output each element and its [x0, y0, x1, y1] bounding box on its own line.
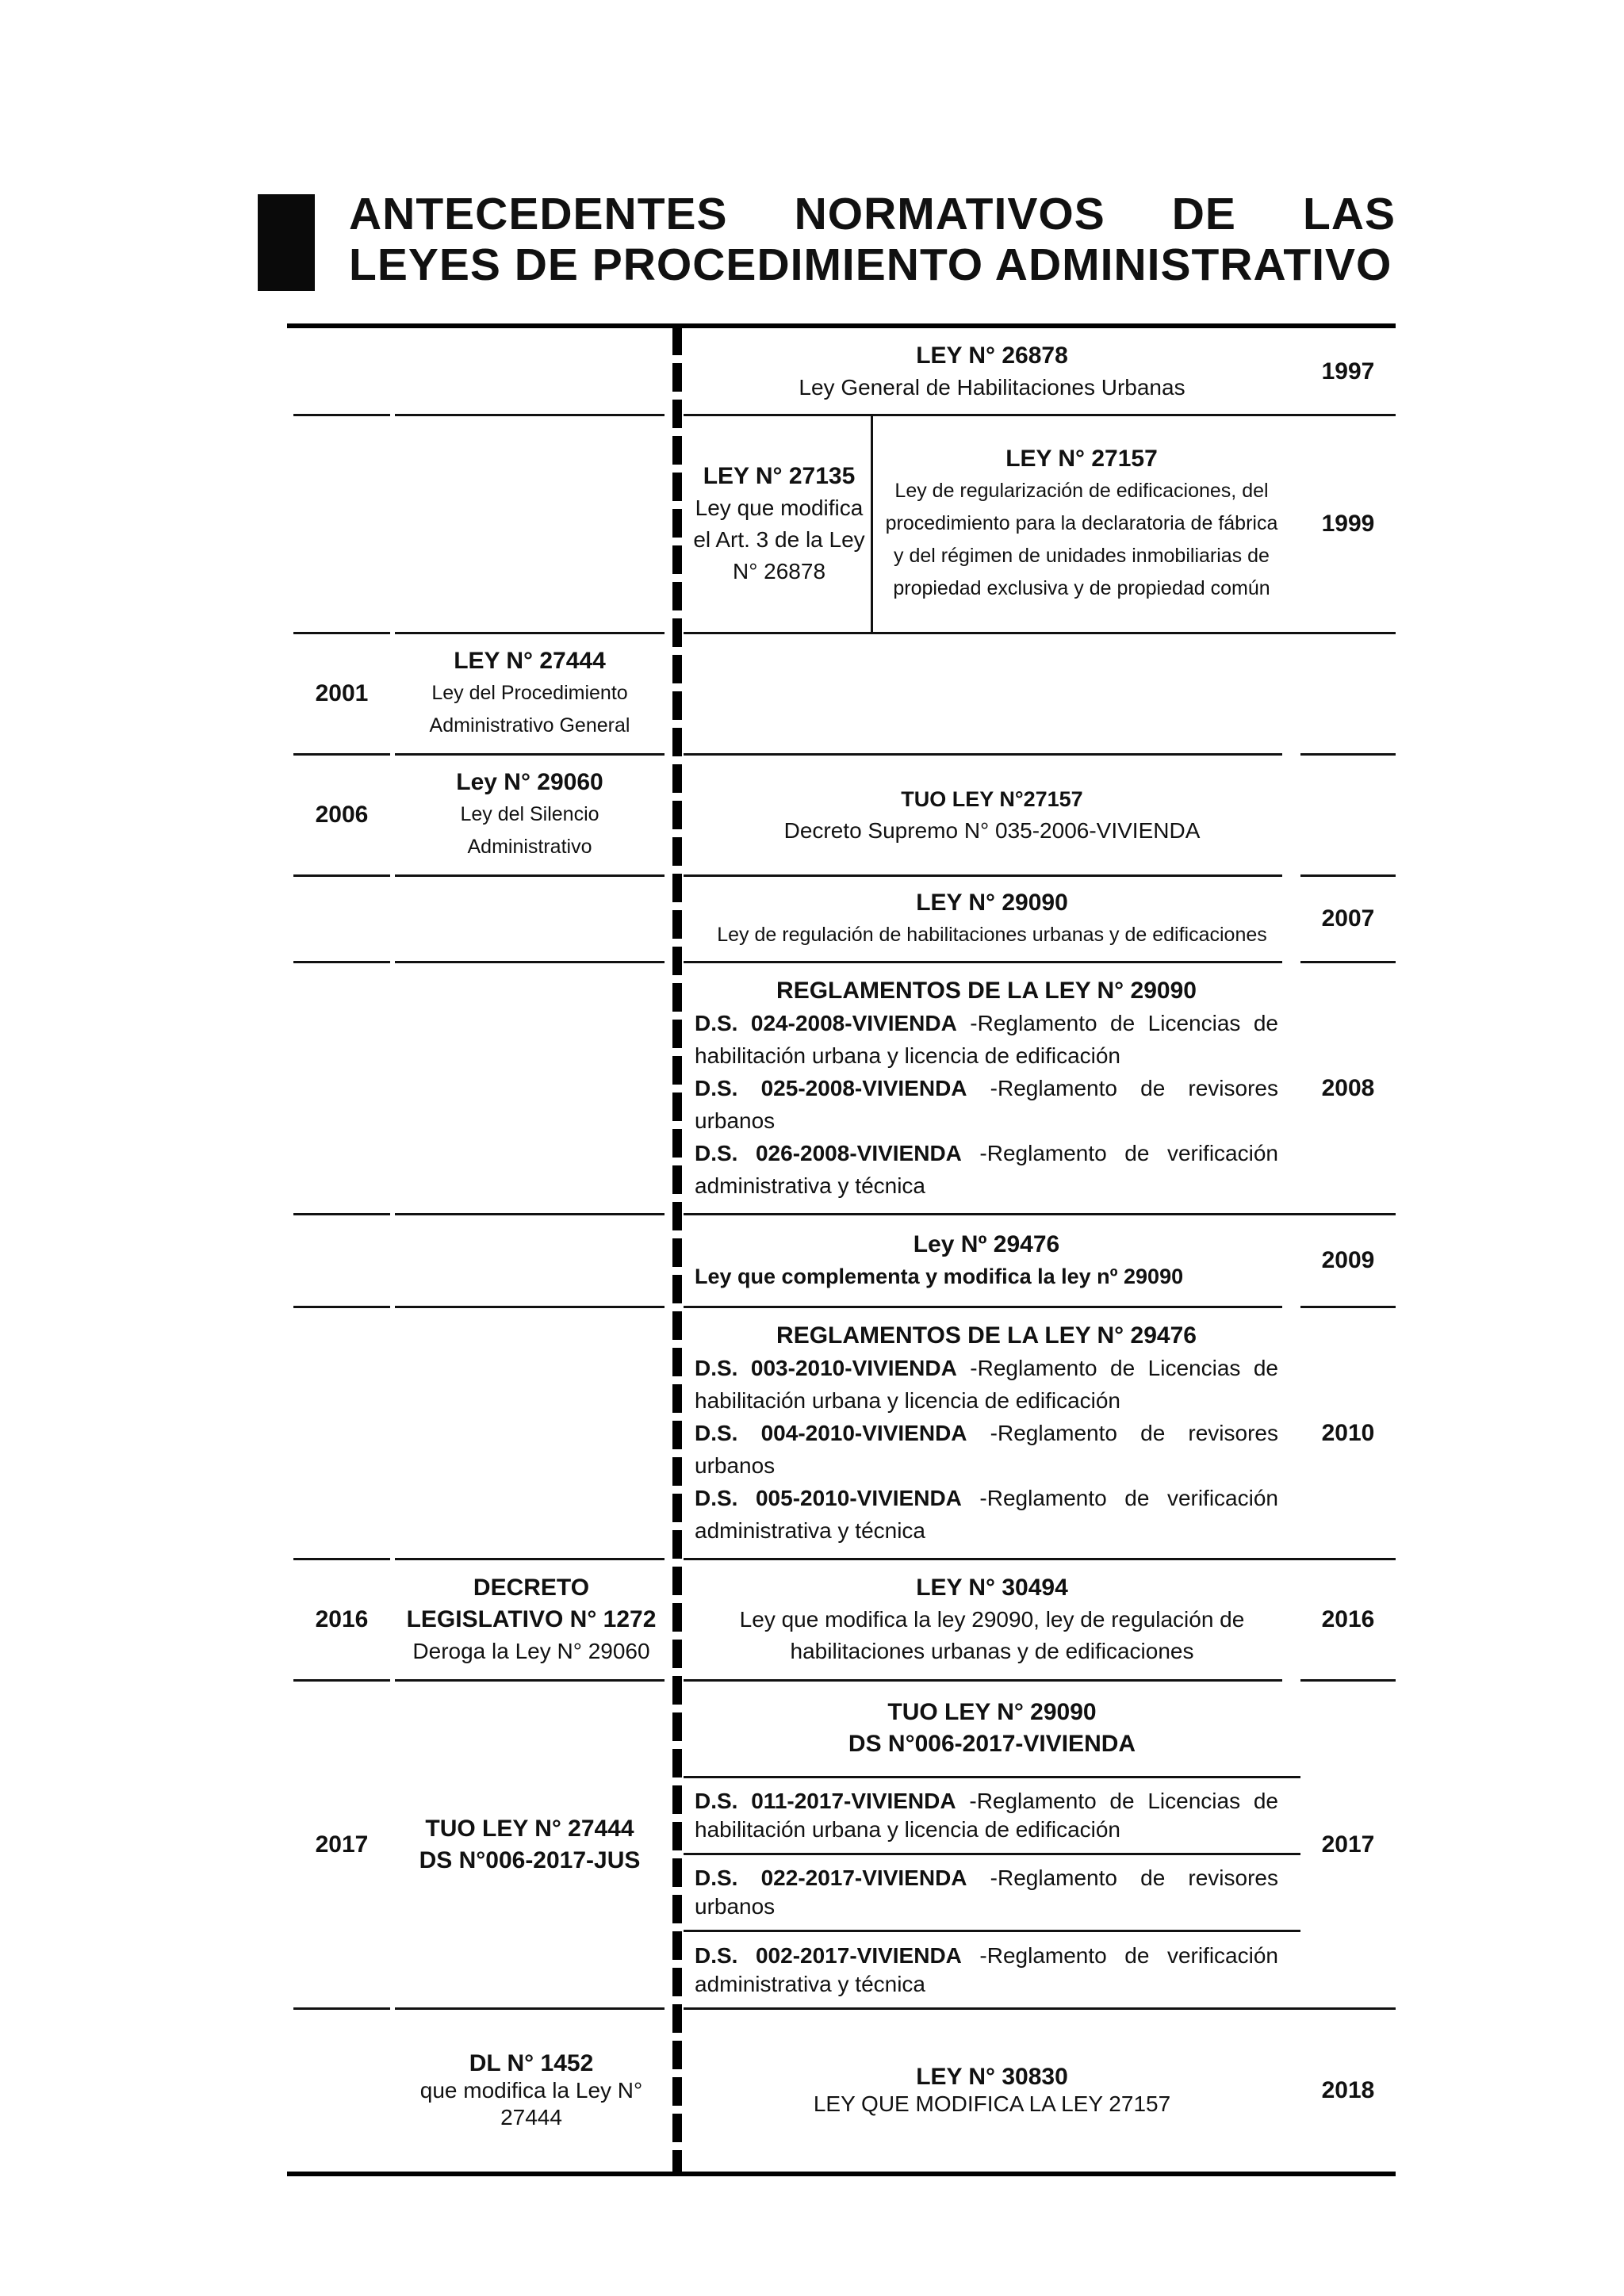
entry-dl-1452 — [412, 2010, 650, 2172]
column-divider — [871, 415, 873, 632]
entry-ley-30830 — [686, 2010, 1298, 2172]
year-label: 2016 — [315, 1606, 369, 1632]
decree-text: -Reglamento de verificación administrativa y técnica — [695, 1485, 1278, 1543]
title-block-marker — [258, 194, 315, 291]
entry-reglamentos-29090 — [695, 963, 1278, 1213]
decree-code: D.S. 024-2008-VIVIENDA — [695, 1010, 957, 1035]
row-divider — [1300, 753, 1396, 756]
law-title: LEY N° 30494 — [916, 1575, 1068, 1601]
reglamento-item — [695, 1482, 1278, 1547]
row-divider — [395, 1213, 665, 1215]
law-title: TUO LEY N°27157 — [901, 787, 1083, 811]
law-description: LEY QUE MODIFICA LA LEY 27157 — [813, 2091, 1171, 2116]
entry-tuo-27157 — [686, 756, 1298, 874]
law-title: Ley N° 29060 — [456, 769, 603, 795]
entry-tuo-29090 — [686, 1682, 1298, 1775]
law-title: LEY N° 30830 — [916, 2064, 1068, 2090]
table-bottom-border — [287, 2172, 1396, 2176]
entry-dl-1272 — [404, 1560, 658, 1679]
law-subtitle: DS N°006-2017-JUS — [419, 1846, 641, 1873]
entry-ley-30494 — [698, 1560, 1286, 1679]
law-description: Ley que modifica el Art. 3 de la Ley N° 26878 — [693, 496, 865, 584]
reglamento-item — [695, 1417, 1278, 1482]
law-title: TUO LEY N° 27444 — [425, 1815, 634, 1842]
reglamento-item — [695, 1072, 1278, 1137]
decree-code: D.S. 026-2008-VIVIENDA — [695, 1140, 962, 1165]
decree-text: -Reglamento de revisores urbanos — [695, 1866, 1278, 1919]
year-label: 2017 — [315, 1831, 369, 1858]
entry-ley-29090 — [686, 877, 1298, 961]
law-description: Ley del Procedimiento Administrativo General — [429, 682, 630, 737]
year-label: 1997 — [1321, 358, 1375, 385]
reglamento-text — [695, 1864, 1278, 1921]
decree-code: D.S. 005-2010-VIVIENDA — [695, 1485, 962, 1510]
reglamento-text — [695, 1942, 1278, 1999]
law-title: DECRETO LEGISLATIVO N° 1272 — [406, 1575, 657, 1632]
row-divider — [395, 414, 665, 416]
law-title: Ley Nº 29476 — [913, 1231, 1060, 1257]
entry-reglamentos-29476 — [695, 1308, 1278, 1558]
year-label: 2018 — [1321, 2077, 1375, 2103]
law-title: DL N° 1452 — [469, 2050, 594, 2076]
law-title: LEY N° 27135 — [703, 463, 856, 489]
year-label: 2008 — [1321, 1074, 1375, 1101]
reglamento-item — [695, 1932, 1278, 2007]
entry-ley-26878 — [686, 329, 1298, 414]
decree-text: -Reglamento de revisores urbanos — [695, 1420, 1278, 1478]
reglamento-item — [695, 1137, 1278, 1202]
row-divider — [395, 874, 665, 877]
decree-code: D.S. 025-2008-VIVIENDA — [695, 1075, 967, 1100]
year-label: 2016 — [1321, 1606, 1375, 1632]
reglamento-item — [695, 1778, 1278, 1853]
decree-text: -Reglamento de Licencias de habilitación urbana y licencia de edificación — [695, 1010, 1278, 1068]
year-label: 2017 — [1321, 1831, 1375, 1858]
timeline-axis — [672, 327, 682, 2174]
law-description: Ley del Silencio Administrativo — [460, 803, 599, 858]
decree-text: -Reglamento de Licencias de habilitación urbana y licencia de edificación — [695, 1355, 1278, 1413]
law-title: REGLAMENTOS DE LA LEY N° 29090 — [776, 977, 1197, 1004]
decree-code: D.S. 003-2010-VIVIENDA — [695, 1355, 957, 1380]
law-title: TUO LEY N° 29090 — [887, 1699, 1097, 1725]
decree-code: D.S. 011-2017-VIVIENDA — [695, 1789, 956, 1813]
reglamento-item — [695, 1855, 1278, 1930]
year-label: 2010 — [1321, 1419, 1375, 1446]
law-subtitle: DS N°006-2017-VIVIENDA — [848, 1731, 1136, 1757]
entry-ley-27135 — [690, 416, 868, 632]
law-title: LEY N° 27157 — [1005, 446, 1158, 472]
law-title: LEY N° 29090 — [916, 889, 1068, 916]
row-divider — [395, 961, 665, 963]
entry-ley-27444 — [395, 634, 665, 753]
law-title: REGLAMENTOS DE LA LEY N° 29476 — [776, 1322, 1197, 1349]
year-label: 2007 — [1321, 905, 1375, 932]
entry-ley-29476 — [695, 1215, 1278, 1306]
row-divider — [684, 632, 1396, 634]
law-description: Ley de regularización de edificaciones, del procedimiento para la declaratoria de fábrica y del régimen de unidades inmobiliarias de propiedad exclusiva y de propiedad común — [885, 480, 1278, 599]
law-description: Ley General de Habilitaciones Urbanas — [799, 374, 1185, 400]
row-divider — [293, 1213, 390, 1215]
table-top-border — [287, 323, 1396, 328]
page-title: ANTECEDENTES NORMATIVOS DE LAS LEYES DE PROCEDIMIENTO ADMINISTRATIVO — [349, 189, 1396, 290]
decree-code: D.S. 022-2017-VIVIENDA — [695, 1866, 967, 1890]
row-divider — [293, 1306, 390, 1308]
row-divider — [293, 2007, 390, 2010]
year-label: 2006 — [315, 802, 369, 828]
row-divider — [293, 961, 390, 963]
decree-code: D.S. 004-2010-VIVIENDA — [695, 1420, 967, 1445]
law-description: que modifica la Ley N° 27444 — [419, 2078, 643, 2130]
law-description: Ley que modifica la ley 29090, ley de regulación de habilitaciones urbanas y de edificaciones — [739, 1607, 1245, 1663]
row-divider — [293, 874, 390, 877]
decree-text: -Reglamento de revisores urbanos — [695, 1075, 1278, 1133]
decree-text: -Reglamento de verificación administrativa y técnica — [695, 1942, 1278, 1996]
law-title: LEY N° 27444 — [454, 648, 606, 674]
decree-text: -Reglamento de verificación administrativa y técnica — [695, 1140, 1278, 1198]
entry-ley-27157 — [879, 416, 1285, 632]
year-label: 1999 — [1321, 511, 1375, 537]
decree-text: -Reglamento de Licencias de habilitación urbana y licencia de edificación — [695, 1789, 1278, 1842]
year-label: 2001 — [315, 680, 369, 706]
row-divider — [395, 1306, 665, 1308]
row-divider — [293, 414, 390, 416]
law-description: Ley que complementa y modifica la ley nº 29090 — [695, 1265, 1184, 1288]
entry-ley-29060 — [428, 756, 631, 874]
entry-tuo-27444 — [395, 1682, 665, 2007]
law-title: LEY N° 26878 — [916, 342, 1068, 369]
law-description: Decreto Supremo N° 035-2006-VIVIENDA — [783, 818, 1201, 843]
law-description: Ley de regulación de habilitaciones urbanas y de edificaciones — [717, 923, 1267, 946]
reglamento-item — [695, 1352, 1278, 1417]
law-description: Deroga la Ley N° 29060 — [412, 1639, 650, 1663]
reglamento-item — [695, 1007, 1278, 1072]
decree-code: D.S. 002-2017-VIVIENDA — [695, 1942, 962, 1968]
reglamento-text — [695, 1787, 1278, 1844]
year-label: 2009 — [1321, 1247, 1375, 1273]
